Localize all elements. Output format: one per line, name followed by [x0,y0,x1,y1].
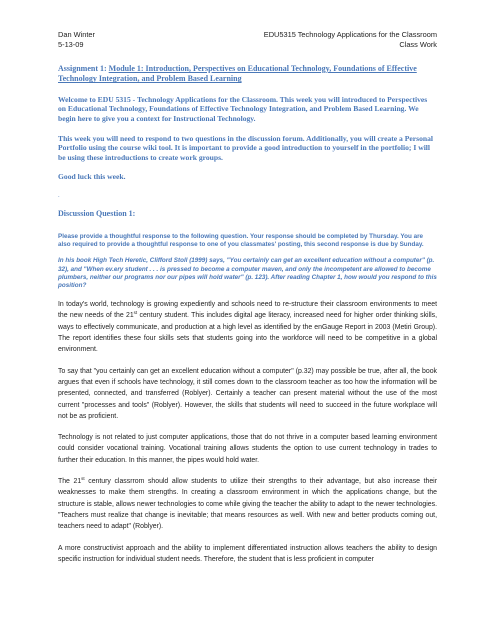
header-date: 5-13-09 [58,39,84,49]
body-paragraph-1 [58,299,437,355]
discussion-heading: Discussion Question 1: [58,208,136,218]
body-paragraph-3: Technology is not related to just computer applications, those that do not thrive in a computer based learning environment could consider vocational training. Vocational training allows students the option to use current technology in trades to further their education. In this manner, the pipes would hold water. [58,434,437,464]
course-title: EDU5315 Technology Applications for the Classroom [263,30,437,39]
module-title: Module 1: Introduction, Perspectives on Educational Technology, Foundations of Effective Technology Integration, and Problem Based Learning [58,64,417,84]
header-left [58,30,95,49]
body-text: In today's world, technology is growing expediently and schools need to re-structure their classroom environments to meet the new needs of the 21 [58,301,437,320]
discussion-quote: In his book High Tech Heretic, Clifford Stoll (1999) says, "You certainly can get an excellent education without a computer" (p. 32), and "When ev.ery student . . . is pressed to become a computer maven, and only the incompetent are allowed to become plumbers, neither our programs nor our pipes will hold water" (p. 123). After reading Chapter 1, how would you respond to this position? [58,257,437,289]
body-text: The 21 [58,478,82,486]
body-paragraph-2: To say that "you certainly can get an excellent education without a computer" (p.32) may possible be true, after all, the book argues that even if schools have technology, it still comes down to the classroom teacher as too how the information will be presented, connected, and transferred (Roblyer). Certainly a teacher can present material without the use of the most current "processes and tools" (Roblyer). However, the skills that students will need to succeed in the future workplace will not be as proficient. [58,367,437,420]
header-right [264,30,437,49]
page-header [58,30,437,49]
intro-paragraph-1: Welcome to EDU 5315 - Technology Applications for the Classroom. This week you will introduced to Perspectives on Educational Technology, Foundations of Effective Technology Integration, and Problem Based Learning. We begin here to give you a context for Instructional Technology. [58,94,428,123]
discussion-prompt: Please provide a thoughtful response to the following question. Your response should be completed by Thursday. You are also required to provide a thoughtful response to one of you classmates' posting, this second response is due by Sunday. [58,232,424,249]
author-name: Dan Winter [58,30,95,39]
intro-paragraph-3: Good luck this week. [58,172,126,182]
body-text: century classrrom should allow students to utilize their strengths to their advantage, but also increase their weaknesses to make them strengths. In creating a classroom environment in which the applications change, but the structure is stable, allows newer technologies to come while giving the teacher the ability to adapt to the newer technologies. "Teachers must realize that change is inevitable; that means resources as well. With new and better products coming out, teachers need to adapt" (Roblyer). [58,478,437,531]
stray-dot: . [58,192,60,199]
document-type: Class Work [399,39,437,49]
superscript: st [133,310,138,316]
body-paragraph-5: A more constructivist approach and the ability to implement differentiated instruction allows teachers the ability to design specific instruction for individual student needs. Therefore, the student that is less proficient in computer [58,544,437,563]
intro-paragraph-2: This week you will need to respond to two questions in the discussion forum. Additionally, you will create a Personal Portfolio using the course wiki tool. It is important to provide a good introduction to yourself in the portfolio; I will be using these introductions to create work groups. [58,133,434,162]
body-paragraph-4 [58,476,437,532]
assignment-heading [58,64,437,85]
assignment-prefix: Assignment 1: [58,64,107,73]
superscript: st [81,476,85,482]
body-text: century student. This includes digital age literacy, increased need for higher order thinking skills, ways to effectively communicate, and production at a high level as identified by the enGauge Report in 2003 (Metiri Group). The report identifies these four skills sets that students going into the workforce will need to be competitive in a global environment. [58,312,437,354]
